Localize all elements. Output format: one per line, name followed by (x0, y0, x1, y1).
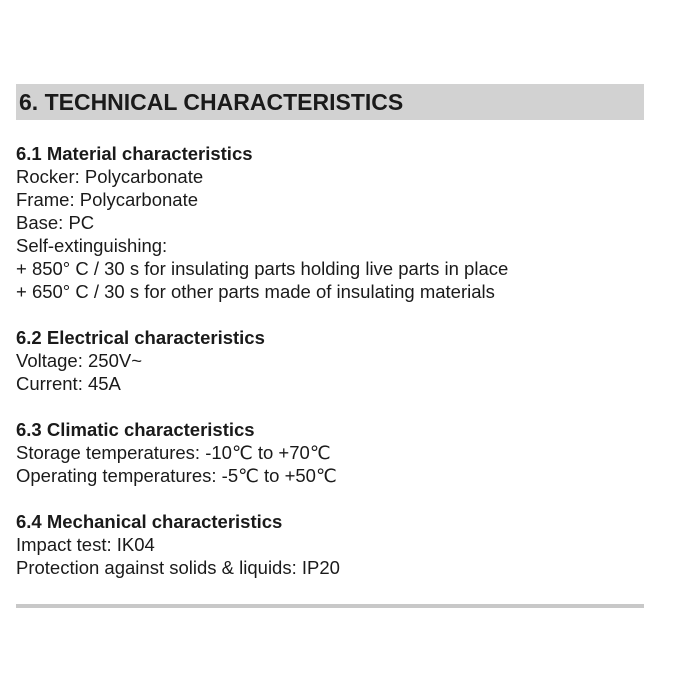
spec-line-impact-test: Impact test: IK04 (16, 534, 155, 555)
section-heading-material: 6.1 Material characteristics (16, 143, 253, 164)
title-bar (16, 84, 644, 120)
spec-line-rocker: Rocker: Polycarbonate (16, 166, 204, 187)
section-mechanical (16, 510, 646, 579)
spec-line-current: Current: 45A (16, 373, 121, 394)
sections-container (16, 142, 646, 602)
spec-line-voltage: Voltage: 250V~ (16, 350, 143, 371)
page-title: 6. TECHNICAL CHARACTERISTICS (19, 89, 404, 115)
spec-line-protection: Protection against solids & liquids: IP20 (16, 557, 340, 578)
section-material (16, 142, 646, 303)
spec-line-storage-temp: Storage temperatures: -10℃ to +70℃ (16, 442, 331, 463)
spec-line-frame: Frame: Polycarbonate (16, 189, 199, 210)
section-heading-mechanical: 6.4 Mechanical characteristics (16, 511, 283, 532)
section-heading-climatic: 6.3 Climatic characteristics (16, 419, 255, 440)
section-heading-electrical: 6.2 Electrical characteristics (16, 327, 265, 348)
bottom-divider (16, 604, 644, 608)
spec-line-base: Base: PC (16, 212, 95, 233)
section-climatic (16, 418, 646, 487)
section-electrical (16, 326, 646, 395)
spec-line-650c: + 650° C / 30 s for other parts made of insulating materials (16, 281, 495, 302)
spec-line-operating-temp: Operating temperatures: -5℃ to +50℃ (16, 465, 337, 486)
spec-line-self-extinguishing: Self-extinguishing: (16, 235, 168, 256)
spec-line-850c: + 850° C / 30 s for insulating parts holding live parts in place (16, 258, 509, 279)
